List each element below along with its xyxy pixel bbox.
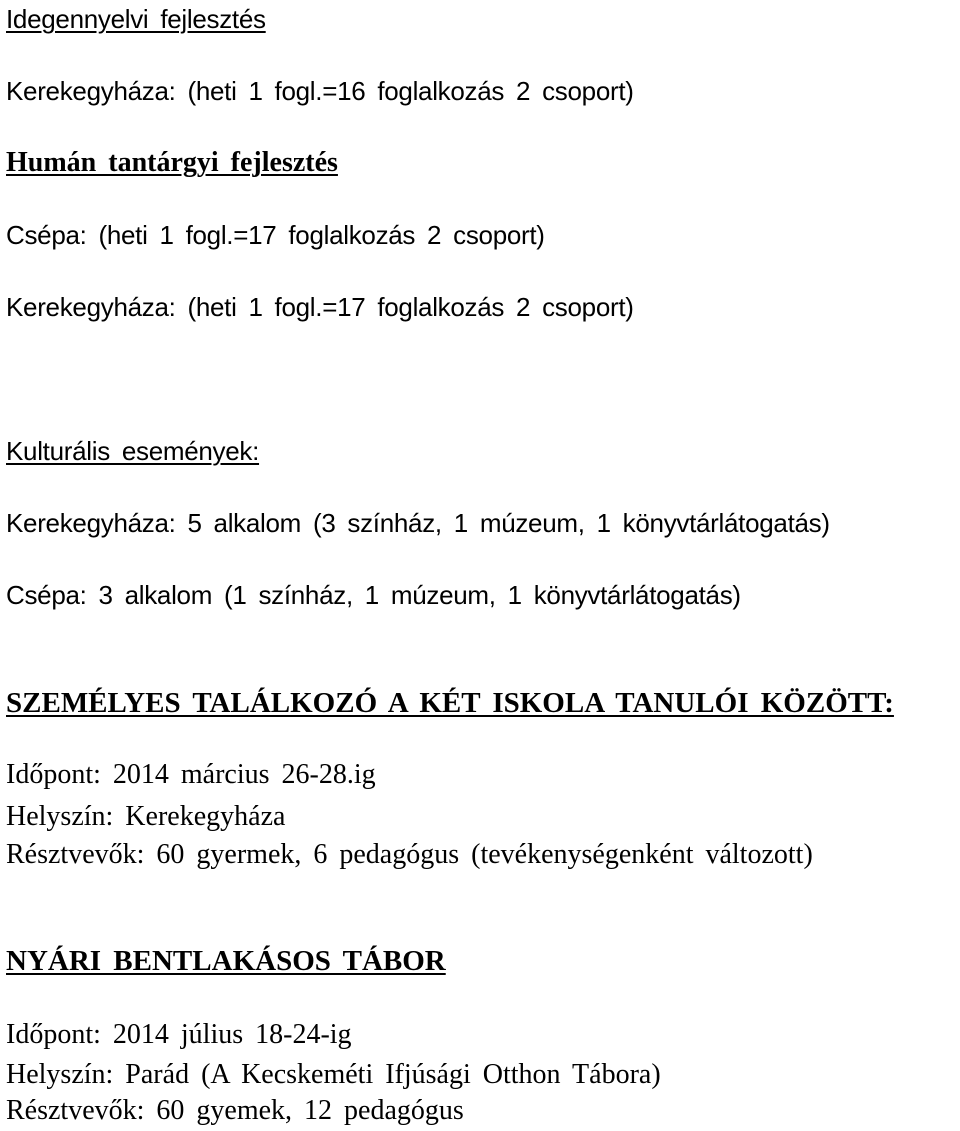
meeting-participants-line: Résztvevők: 60 gyermek, 6 pedagógus (tevékenységenként változott) <box>6 839 813 870</box>
camp-date-line: Időpont: 2014 július 18-24-ig <box>6 1019 352 1050</box>
foreign-language-kerekegyhaza-line: Kerekegyháza: (heti 1 fogl.=16 foglalkozás 2 csoport) <box>6 76 634 106</box>
camp-participants-line: Résztvevők: 60 gyemek, 12 pedagógus <box>6 1095 464 1126</box>
camp-location-line: Helyszín: Parád (A Kecskeméti Ifjúsági Otthon Tábora) <box>6 1059 661 1090</box>
humanities-csepa-line: Csépa: (heti 1 fogl.=17 foglalkozás 2 csoport) <box>6 220 545 250</box>
meeting-heading: SZEMÉLYES TALÁLKOZÓ A KÉT ISKOLA TANULÓI KÖZÖTT: <box>6 687 894 719</box>
humanities-heading: Humán tantárgyi fejlesztés <box>6 147 338 178</box>
meeting-date-line: Időpont: 2014 március 26-28.ig <box>6 759 376 790</box>
foreign-language-heading: Idegennyelvi fejlesztés <box>6 4 266 34</box>
humanities-kerekegyhaza-line: Kerekegyháza: (heti 1 fogl.=17 foglalkozás 2 csoport) <box>6 292 634 322</box>
camp-heading: NYÁRI BENTLAKÁSOS TÁBOR <box>6 945 446 977</box>
cultural-events-heading: Kulturális események: <box>6 436 260 466</box>
meeting-location-line: Helyszín: Kerekegyháza <box>6 801 286 832</box>
cultural-csepa-line: Csépa: 3 alkalom (1 színház, 1 múzeum, 1 könyvtárlátogatás) <box>6 580 741 610</box>
cultural-kerekegyhaza-line: Kerekegyháza: 5 alkalom (3 színház, 1 múzeum, 1 könyvtárlátogatás) <box>6 508 830 538</box>
